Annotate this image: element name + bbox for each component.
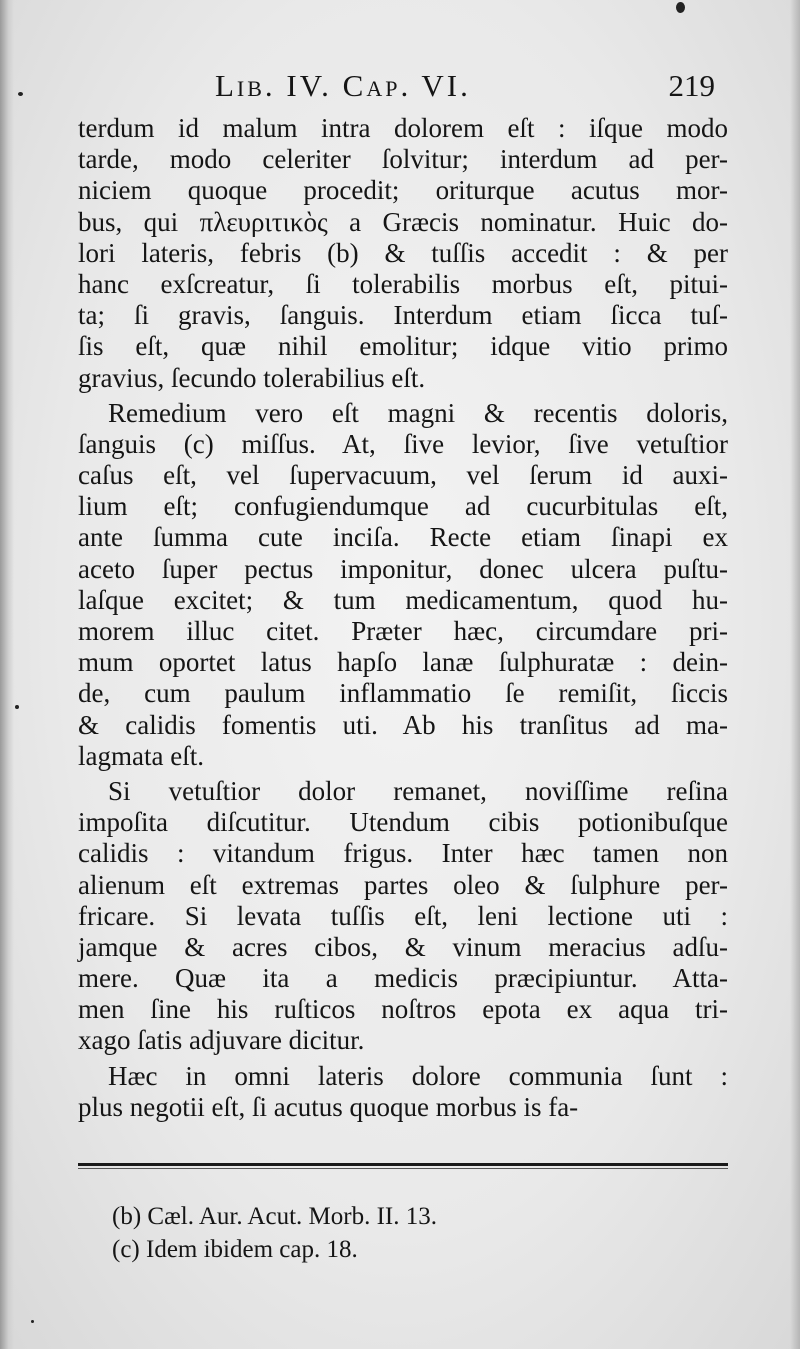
- ink-speck: [18, 92, 23, 96]
- running-head: Lib. IV. Cap. VI.: [215, 68, 471, 103]
- paragraph: [78, 1061, 728, 1123]
- footnote-rule: [78, 1163, 728, 1166]
- footnote-c: (c) Idem ibidem cap. 18.: [112, 1236, 358, 1263]
- text-line: plus negotii eſt, ſi acutus quoque morbus is fa-: [78, 1091, 579, 1122]
- page-number: 219: [668, 68, 715, 103]
- text-line: morem illuc citet. Præter hæc, circumdare pri-: [78, 616, 728, 646]
- text-line: terdum id malum intra dolorem eſt : iſque modo: [78, 113, 728, 143]
- footnote-b: (b) Cæl. Aur. Acut. Morb. II. 13.: [112, 1203, 437, 1230]
- text-line: bus, qui πλευριτικὸς a Græcis nominatur. Huic do-: [78, 206, 728, 237]
- text-line: lagmata eſt.: [78, 740, 204, 771]
- text-line: xago ſatis adjuvare dicitur.: [78, 1025, 365, 1056]
- text-line: jamque & acres cibos, & vinum meracius adſu-: [78, 931, 728, 962]
- text-line: mere. Quæ ita a medicis præcipiuntur. Atta-: [78, 963, 728, 994]
- footnote-rule-thin: [78, 1168, 728, 1169]
- text-line: caſus eſt, vel ſupervacuum, vel ſerum id auxi-: [78, 460, 728, 491]
- text-line: lium eſt; confugiendumque ad cucurbitulas eſt,: [78, 491, 728, 522]
- body-text: [78, 113, 728, 1123]
- footnotes: [112, 1200, 712, 1266]
- text-line: Remedium vero eſt magni & recentis doloris,: [108, 397, 728, 428]
- text-line: Hæc in omni lateris dolore communia ſunt :: [108, 1060, 728, 1091]
- text-line: niciem quoque procedit; oriturque acutus mor-: [78, 175, 728, 206]
- page-header: [215, 68, 715, 108]
- text-line: Si vetuſtior dolor remanet, noviſſime reſina: [108, 775, 728, 806]
- ink-speck: [15, 705, 19, 709]
- text-line: ta; ſi gravis, ſanguis. Interdum etiam ſicca tuſ-: [78, 300, 728, 331]
- text-line: mum oportet latus hapſo lanæ ſulphuratæ : dein-: [78, 647, 728, 678]
- text-line: calidis : vitandum frigus. Inter hæc tamen non: [78, 838, 728, 869]
- text-line: fricare. Si levata tuſſis eſt, leni lectione uti :: [78, 900, 728, 931]
- paragraph: [78, 398, 728, 772]
- page-edge-shadow-left: [0, 0, 14, 1349]
- text-line: alienum eſt extremas partes oleo & ſulphure per-: [78, 869, 728, 900]
- text-line: ſanguis (c) miſſus. At, ſive levior, ſive vetuſtior: [78, 428, 728, 459]
- text-line: laſque excitet; & tum medicamentum, quod hu-: [78, 584, 728, 615]
- text-line: ante ſumma cute inciſa. Recte etiam ſinapi ex: [78, 522, 728, 553]
- text-line: & calidis fomentis uti. Ab his tranſitus ad ma-: [78, 709, 728, 740]
- text-line: gravius, ſecundo tolerabilius eſt.: [78, 362, 426, 393]
- text-line: tarde, modo celeriter ſolvitur; interdum ad per-: [78, 144, 728, 175]
- text-line: men ſine his ruſticos noſtros epota ex aqua tri-: [78, 994, 728, 1025]
- paragraph: [78, 776, 728, 1057]
- page-edge-shadow-right: [790, 0, 800, 1349]
- ink-speck: [676, 2, 685, 13]
- ink-speck: [31, 1320, 34, 1323]
- text-line: aceto ſuper pectus imponitur, donec ulcera puſtu-: [78, 553, 728, 584]
- text-line: impoſita diſcutitur. Utendum cibis potionibuſque: [78, 807, 728, 838]
- text-line: de, cum paulum inflammatio ſe remiſit, ſiccis: [78, 678, 728, 709]
- text-line: ſis eſt, quæ nihil emolitur; idque vitio primo: [78, 331, 728, 362]
- text-line: lori lateris, febris (b) & tuſſis accedit : & per: [78, 237, 728, 268]
- paragraph: [78, 113, 728, 394]
- text-line: hanc exſcreatur, ſi tolerabilis morbus eſt, pitui-: [78, 268, 728, 299]
